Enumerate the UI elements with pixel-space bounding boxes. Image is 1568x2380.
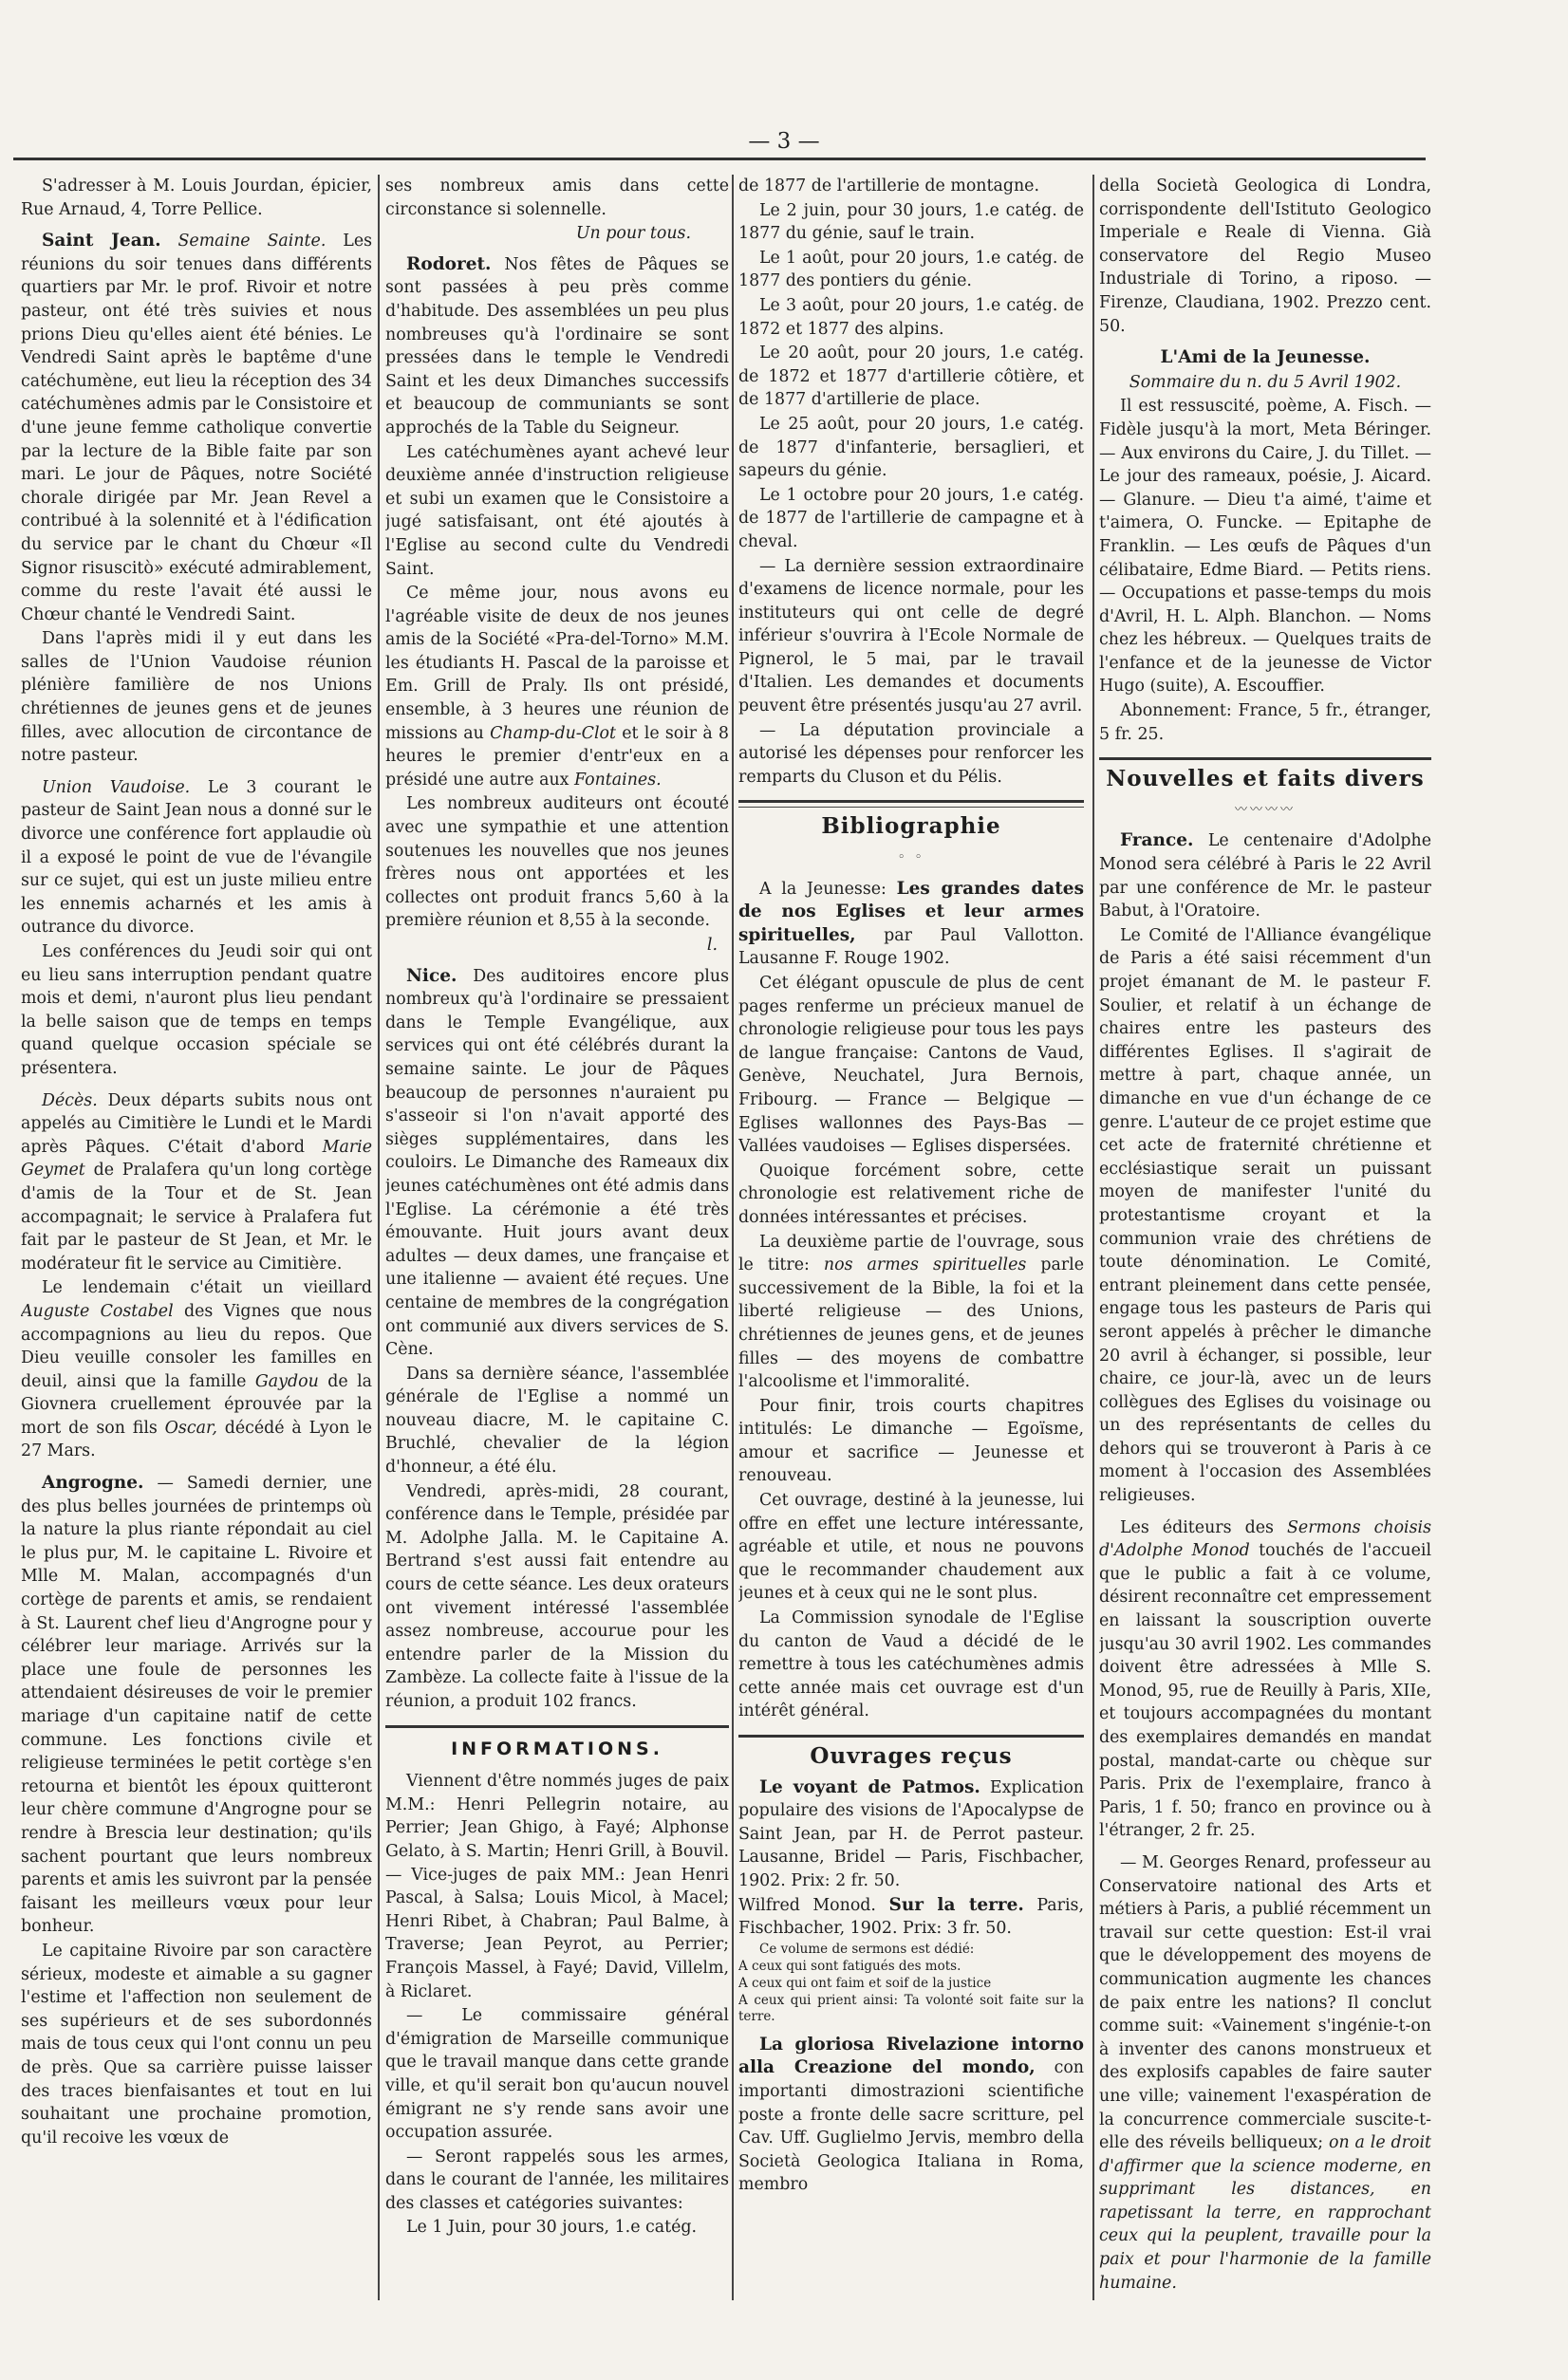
article-deces (21, 1089, 372, 1276)
paragraph: Pour finir, trois courts chapitres intitulés: Le dimanche — Egoïsme, amour et sacrifice — Jeunesse et renouveau. (738, 1396, 1084, 1486)
paragraph: Abonnement: France, 5 fr., étranger, 5 fr. 25. (1099, 701, 1431, 744)
dedication-line: Ce volume de sermons est dédié: (759, 1941, 975, 1957)
paragraph: Le 1 octobre pour 20 jours, 1.e catég. de 1877 de l'artillerie de campagne et à cheval. (738, 485, 1084, 551)
page-number: — 3 — (748, 129, 820, 154)
article-saint-jean (21, 230, 372, 626)
person-name: Gaydou (254, 1371, 319, 1391)
article-heading: Union Vaudoise. (42, 777, 191, 797)
paragraph: Cet ouvrage, destiné à la jeunesse, lui offre en effet une lecture intéressante, agréable et utile, et nous ne pouvons que le recommander chaudement aux jeunes et à ceux qui ne le sont plus. (738, 1491, 1084, 1604)
paragraph: Le 20 août, pour 20 jours, 1.e catég. de 1872 et 1877 d'artillerie côtière, et de 1877 d'artillerie de place. (738, 344, 1084, 410)
text: Explication populaire des visions de l'Apocalypse de Saint Jean, par H. de Perrot pasteur. Lausanne, Bridel — Paris, Fischbacher, 1902. Prix: 2 fr. 50. (738, 1777, 1084, 1890)
paragraph: — Le commissaire général d'émigration de Marseille communique que le travail manque dans cette grande ville, et qu'il serait bon qu'aucun nouvel émigrant ne s'y rende sans avoir une occupation assurée. (385, 2006, 729, 2143)
paragraph: Viennent d'être nommés juges de paix M.M.: Henri Pellegrin notaire, au Perrier; Jean Ghigo, à Fayé; Alphonse Gelato, à S. Martin; Henri Grill, à Bouvil. — Vice-juges de paix MM.: Jean Henri Pascal, à Salsa; Louis Micol, à Macel; Henri Ribet, à Chabran; Paul Balme, à Traverse; Jean Peyrot, au Perrier; François Massel, à Fayé; David, Villelm, à Riclaret. (385, 1772, 729, 2001)
text: décédé à Lyon le 27 Mars. (21, 1418, 372, 1461)
paragraph: Dans sa dernière séance, l'assemblée générale de l'Eglise a nommé un nouveau diacre, M. le capitaine C. Bruchlé, chevalier de la légion d'honneur, a été élu. (385, 1364, 729, 1478)
book-entry (738, 1776, 1084, 1893)
paragraph: Le 2 juin, pour 30 jours, 1.e catég. de 1877 du génie, sauf le train. (738, 200, 1084, 244)
book-title: Sur la terre. (888, 1894, 1024, 1915)
section-rule (1099, 757, 1431, 760)
paragraph: — Seront rappelés sous les armes, dans le courant de l'année, les militaires des classes et catégories suivantes: (385, 2147, 729, 2213)
person-name: Oscar, (164, 1418, 217, 1438)
column-divider (1092, 175, 1094, 2300)
article-heading: Angrogne. (42, 1473, 144, 1494)
dedication-line: A ceux qui sont fatigués des mots. (738, 1958, 961, 1974)
paragraph: Le 1 août, pour 20 jours, 1.e catég. de 1877 des pontiers du génie. (738, 248, 1084, 291)
article-text: — Samedi dernier, une des plus belles journées de printemps où la nature la plus riante répondait au ciel le plus pur, M. le capitaine L. Rivoire et Mlle M. Malan, accompagnés d'un cortège de parents et amis, se rendaient à St. Laurent chef lieu d'Angrogne pour y célébrer leur mariage. Arrivés sur la place une foule de personnes les attendaient désireuses de voir le premier mariage d'un capitaine natif de cette commune. Les fonctions civile et religieuse terminées le petit cortège s'en retourna et bientôt les époux quitteront leur chère commune d'Angrogne pour se rendre à Brescia leur destination; qu'ils sachent pourtant que leurs nombreux parents et amis les suivront par la pensée faisant les meilleurs vœux pour leur bonheur. (21, 1474, 372, 1937)
text: — M. Georges Renard, professeur au Conservatoire national des Arts et métiers à Paris, a publié récemment un travail sur cette question: Est-il vrai que le développement des moyens de communication augmente les chances de paix entre les nations? Il conclut comme suit: «Vainement s'ingénie-t-on à inventer des canons monstrueux et des explosifs capables de faire sauter une ville; vainement l'exaspération de la concurrence commerciale suscite-t-elle des réveils belliqueux; (1099, 1852, 1431, 2153)
section-title-nouvelles: Nouvelles et faits divers (1106, 766, 1425, 792)
periodical-title: L'Ami de la Jeunesse. (1160, 347, 1371, 368)
text: La deuxième partie de l'ouvrage, sous le titre: (738, 1232, 1084, 1275)
paragraph (738, 1231, 1084, 1394)
ornament: 〰〰〰〰 (1234, 802, 1296, 817)
article-heading: Saint Jean. (42, 231, 161, 251)
paragraph: Le 25 août, pour 20 jours, 1.e catég. de 1877 d'infanterie, bersaglieri, et sapeurs du génie. (738, 414, 1084, 481)
text: Sermons choisis d'Adolphe Monod (1099, 1517, 1431, 1561)
book-title: Les grandes dates de nos Eglises et leur armes spirituelles, (738, 878, 1084, 945)
signature: l. (706, 936, 718, 955)
ornament: ◦ ◦ (897, 850, 925, 865)
place-name: Champ-du-Clot (490, 723, 617, 743)
article-text: Des auditoires encore plus nombreux qu'à l'ordinaire se pressaient dans le Temple Evangélique, aux services qui ont été célébrés durant la semaine sainte. Le jour de Pâques beaucoup de personnes n'auraient pu s'asseoir si l'on n'avait apporté des sièges supplémentaires, dans les couloirs. Le Dimanche des Rameaux dix jeunes catéchumènes ont été admis dans l'Eglise. La cérémonie a été très émouvante. Huit jours avant deux adultes — deux dames, une française et une italienne — avaient été reçues. Une centaine de membres de la congrégation ont communié aux divers services de S. Cène. (385, 966, 729, 1360)
paragraph: Les catéchumènes ayant achevé leur deuxième année d'instruction religieuse et subi un examen que le Consistoire a jugé satisfaisant, ont été ajoutés à l'Eglise au second culte du Vendredi Saint. (385, 442, 729, 579)
section-title-informations: INFORMATIONS. (451, 1738, 663, 1759)
periodical-subtitle: Sommaire du n. du 5 Avril 1902. (1129, 372, 1402, 392)
signature: Un pour tous. (575, 224, 691, 244)
text: Les éditeurs des (1120, 1517, 1274, 1537)
paragraph: Les nombreux auditeurs ont écouté avec une sympathie et une attention soutenues les nouvelles que nos jeunes frères nous ont apportées et les collectes ont produit francs 5,60 à la première réunion et 8,55 à la seconde. (385, 794, 729, 931)
header-rule (13, 158, 1426, 160)
article-text: de Pralafera qu'un long cortège d'amis de la Tour et de St. Jean accompagnait; le service à Pralafera fut fait par le pasteur de St Jean, et Mr. le modérateur fit le service au Cimitière. (21, 1161, 372, 1274)
paragraph: Les conférences du Jeudi soir qui ont eu lieu sans interruption pendant quatre mois et demi, n'auront plus lieu pendant la belle saison que de temps en temps quand quelque occasion spéciale se présentera. (21, 942, 372, 1078)
article-heading: Décès. (42, 1090, 98, 1110)
section-rule (385, 1725, 729, 1728)
section-rule (738, 1735, 1084, 1738)
paragraph: Le capitaine Rivoire par son caractère sérieux, modeste et aimable a su gagner l'estime et l'affection non seulement de ses supérieurs et de ses subordonnés mais de tous ceux qui l'ont connu un peu de près. Que sa carrière puisse laisser des traces bienfaisantes et tout en lui souhaitant une prochaine promotion, qu'il recoive les vœux de (21, 1941, 372, 2148)
section-title-ouvrages-recus: Ouvrages reçus (810, 1743, 1013, 1769)
article-text: Nos fêtes de Pâques se sont passées à peu près comme d'habitude. Des assemblées un peu plus nombreuses qu'à l'ordinaire se sont pressées dans le temple le Vendredi Saint et les deux Dimanches successifs et beaucoup de communiants se sont approchés de la Table du Seigneur. (385, 254, 729, 437)
article-text: Le centenaire d'Adolphe Monod sera célébré à Paris le 22 Avril par une conférence de Mr. le pasteur Babut, à l'Oratoire. (1099, 831, 1431, 921)
paragraph: S'adresser à M. Louis Jourdan, épicier, Rue Arnaud, 4, Torre Pellice. (21, 177, 372, 219)
text: Ce même jour, nous avons eu l'agréable visite de deux de nos jeunes amis de la Société «Pra-del-Torno» M.M. les étudiants H. Pascal de la paroisse et Em. Grill de Praly. Ils ont présidé, ensemble, à 3 heures une réunion de missions au (385, 584, 729, 743)
section-rule (738, 800, 1084, 803)
column-divider (732, 175, 734, 2300)
text: de la Giovnera cruellement éprouvée par la mort de son fils (21, 1371, 372, 1438)
article-heading: France. (1120, 830, 1194, 851)
book-entry (738, 2034, 1084, 2197)
text: touchés de l'accueil que le public a fait à ce volume, désirent reconnaître cet empressement en laissant la souscription ouverte jusqu'au 30 avril 1902. Les commandes doivent être adressées à Mlle S. Monod, 95, rue de Reuilly à Paris, XIIe, et toujours accompagnées du montant des exemplaires demandés en mandat postal, mandat-carte ou chèque sur Paris. Prix de l'exemplaire, franco à Paris, 1 f. 50; franco en province ou à l'étranger, 2 fr. 25. (1099, 1541, 1431, 1841)
paragraph: — La députation provinciale a autorisé les dépenses pour renforcer les remparts du Cluson et du Pélis. (738, 720, 1084, 787)
section-rule (738, 807, 1084, 808)
paragraph: La Commission synodale de l'Eglise du canton de Vaud a décidé de le remettre à tous les catéchumènes admis cette année mais cet ouvrage est d'un intérêt général. (738, 1608, 1084, 1721)
text: nos armes spirituelles (823, 1255, 1027, 1275)
paragraph (21, 1276, 372, 1463)
paragraph (385, 582, 729, 791)
text: on a le droit d'affirmer que la science moderne, en supprimant les distances, en rapetissant la terre, en rapprochant ceux qui la peuplent, travaille pour la paix et pour l'harmonie de la famille humaine. (1099, 2133, 1431, 2293)
text: des Vignes que nous accompagnions au lieu du repos. Que Dieu veuille consoler les familles en deuil, ainsi que la famille (21, 1301, 372, 1391)
book-entry (738, 1894, 1084, 1941)
paragraph: — La dernière session extraordinaire d'examens de licence normale, pour les instituteurs qui ont celle de degré inférieur s'ouvrira à l'Ecole Normale de Pignerol, le 5 mai, par le travail d'Italien. Les demandes et documents peuvent être présentés jusqu'au 27 avril. (738, 556, 1084, 716)
person-name: Marie Geymet (21, 1137, 372, 1181)
article-union (21, 776, 372, 939)
paragraph: Le 3 août, pour 20 jours, 1.e catég. de 1872 et 1877 des alpins. (738, 295, 1084, 339)
book-title: La gloriosa Rivelazione intorno alla Creazione del mondo, (738, 2034, 1084, 2078)
text: et le soir à 8 heures le premier d'entr'eux en a présidé une autre aux (385, 723, 729, 790)
article-angrogne (21, 1472, 372, 1939)
paragraph: Vendredi, après-midi, 28 courant, conférence dans le Temple, présidée par M. Adolphe Jalla. M. le Capitaine A. Bertrand s'est aussi fait entendre au cours de cette séance. Les deux orateurs ont vivement intéressé l'assemblée assez nombreuse, accourue pour les entendre parler de la Mission du Zambèze. La collecte faite à l'issue de la réunion, a produit 102 francs. (385, 1481, 729, 1711)
article-text: Le 3 courant le pasteur de Saint Jean nous a donné sur le divorce une conférence fort applaudie où il a exposé le point de vue de l'évangile sur ce sujet, qui est un juste milieu entre les ennemis acharnés et les amis à outrance du divorce. (21, 777, 372, 938)
paragraph: Le 1 Juin, pour 30 jours, 1.e catég. (406, 2218, 698, 2238)
dedication-line: A ceux qui prient ainsi: Ta volonté soit faite sur la terre. (738, 1992, 1084, 2024)
article-text: Les réunions du soir tenues dans différents quartiers par Mr. le prof. Rivoir et notre pasteur, ont été très suivies et nous prions Dieu qu'elles aient été bénies. Le Vendredi Saint après le baptême d'une catéchumène, eut lieu la réception des 34 catéchumènes admis par le Consistoire et d'une jeune femme catholique convertie par la lecture de la Bible faite par son mari. Le jour de Pâques, notre Société chorale dirigée par Mr. Jean Revel a contribué à la solennité et à l'édification du service par le chant du Chœur «Il Signor risuscitò» exécuté admirablement, comme du reste l'avait été aussi le Chœur chanté le Vendredi Saint. (21, 232, 372, 624)
paragraph: Quoique forcément sobre, cette chronologie est relativement riche de données intéressantes et précises. (738, 1161, 1084, 1227)
column-3 (738, 175, 1084, 2300)
article-heading: Rodoret. (406, 253, 492, 274)
article-nice (385, 965, 729, 1362)
text: par Paul Vallotton. Lausanne F. Rouge 1902. (738, 925, 1084, 969)
text: A la Jeunesse: (759, 879, 887, 899)
paragraph: Cet élégant opuscule de plus de cent pages renferme un précieux manuel de chronologie religieuse pour tous les pays de langue française: Cantons de Vaud, Genève, Neuchatel, Jura Bernois, Fribourg. — France — Belgique — Eglises wallonnes des Pays-Bas — Vallées vaudoises — Eglises dispersées. (738, 974, 1084, 1157)
article-heading: Nice. (406, 965, 457, 986)
article-rodoret (385, 253, 729, 440)
section-title-bibliographie: Bibliographie (821, 813, 1001, 840)
paragraph (1099, 1516, 1431, 1843)
text: parle successivement de la Bible, la foi et la liberté religieuse — des Unions, chrétiennes de jeunes gens, et de jeunes filles — des moyens de combattre l'alcoolisme et l'immoralité. (738, 1255, 1084, 1392)
text: Wilfred Monod. (738, 1895, 876, 1915)
book-title: Le voyant de Patmos. (759, 1776, 980, 1797)
paragraph: della Società Geologica di Londra, corrispondente dell'Istituto Geologico Imperiale e Reale di Vienna. Già conservatore del Regio Museo Industriale di Torino, a riposo. — Firenze, Claudiana, 1902. Prezzo cent. 50. (1099, 177, 1431, 336)
book-entry (738, 878, 1084, 971)
article-subheading: Semaine Sainte. (177, 232, 327, 251)
column-divider (378, 175, 380, 2300)
paragraph (1099, 1851, 1431, 2295)
paragraph: Il est ressuscité, poème, A. Fisch. — Fidèle jusqu'à la mort, Meta Béringer. — Aux environs du Caire, J. du Tillet. — Le jour des rameaux, poésie, J. Aicard. — Glanure. — Dieu t'a aimé, t'aime et t'aimera, O. Funcke. — Epitaphe de Franklin. — Les œufs de Pâques d'un célibataire, Edme Biard. — Petits riens. — Occupations et passe-temps du mois d'Avril, H. L. Alph. Blanchon. — Noms chez les hébreux. — Quelques traits de l'enfance et de la jeunesse de Victor Hugo (suite), A. Escouffier. (1099, 397, 1431, 697)
text: con importanti dimostrazioni scientifiche poste a fronte delle sacre scritture, pel Cav. Uff. Guglielmo Jervis, membro della Società Geologica Italiana in Roma, membro (738, 2058, 1084, 2195)
column-2 (385, 175, 729, 2300)
article-text: Deux départs subits nous ont appelés au Cimitière le Lundi et le Mardi après Pâques. C'était d'abord (21, 1090, 372, 1157)
paragraph: Le Comité de l'Alliance évangélique de Paris a été saisi récemment d'un projet émanant de M. le pasteur F. Soulier, et relatif à un échange de chaires entre les pasteurs des différentes Eglises. Il s'agirait de mettre à part, chaque année, un dimanche en vue d'un échange de ce genre. L'auteur de ce projet estime que cet acte de fraternité chrétienne et ecclésiastique serait un puissant moyen de manifester l'unité du protestantisme croyant et la communion vraie des chrétiens de toute dénomination. Le Comité, entrant pleinement dans cette pensée, engage tous les pasteurs de Paris qui seront appelés à prêcher le dimanche 20 avril à échanger, si possible, leur chaire, ce jour-là, avec un de leurs collègues des Eglises du voisinage ou un des représentants de celles du dehors qui se trouveront à Paris à ce moment à l'occasion des Assemblées religieuses. (1099, 925, 1431, 1506)
column-4 (1099, 175, 1431, 2300)
article-france (1099, 829, 1431, 922)
dedication-line: A ceux qui ont faim et soif de la justice (738, 1975, 992, 1991)
text: Paris, Fischbacher, 1902. Prix: 3 fr. 50. (738, 1895, 1084, 1939)
paragraph: ses nombreux amis dans cette circonstance si solennelle. (385, 177, 729, 219)
column-1 (21, 175, 372, 2300)
person-name: Auguste Costabel (21, 1301, 174, 1321)
place-name: Fontaines. (574, 770, 662, 790)
text: Le lendemain c'était un vieillard (42, 1278, 372, 1298)
paragraph: de 1877 de l'artillerie de montagne. (738, 177, 1039, 195)
paragraph: Dans l'après midi il y eut dans les salles de l'Union Vaudoise réunion plénière familière de nos Unions chrétiennes de jeunes gens et de jeunes filles, avec allocution de circontance de notre pasteur. (21, 629, 372, 766)
